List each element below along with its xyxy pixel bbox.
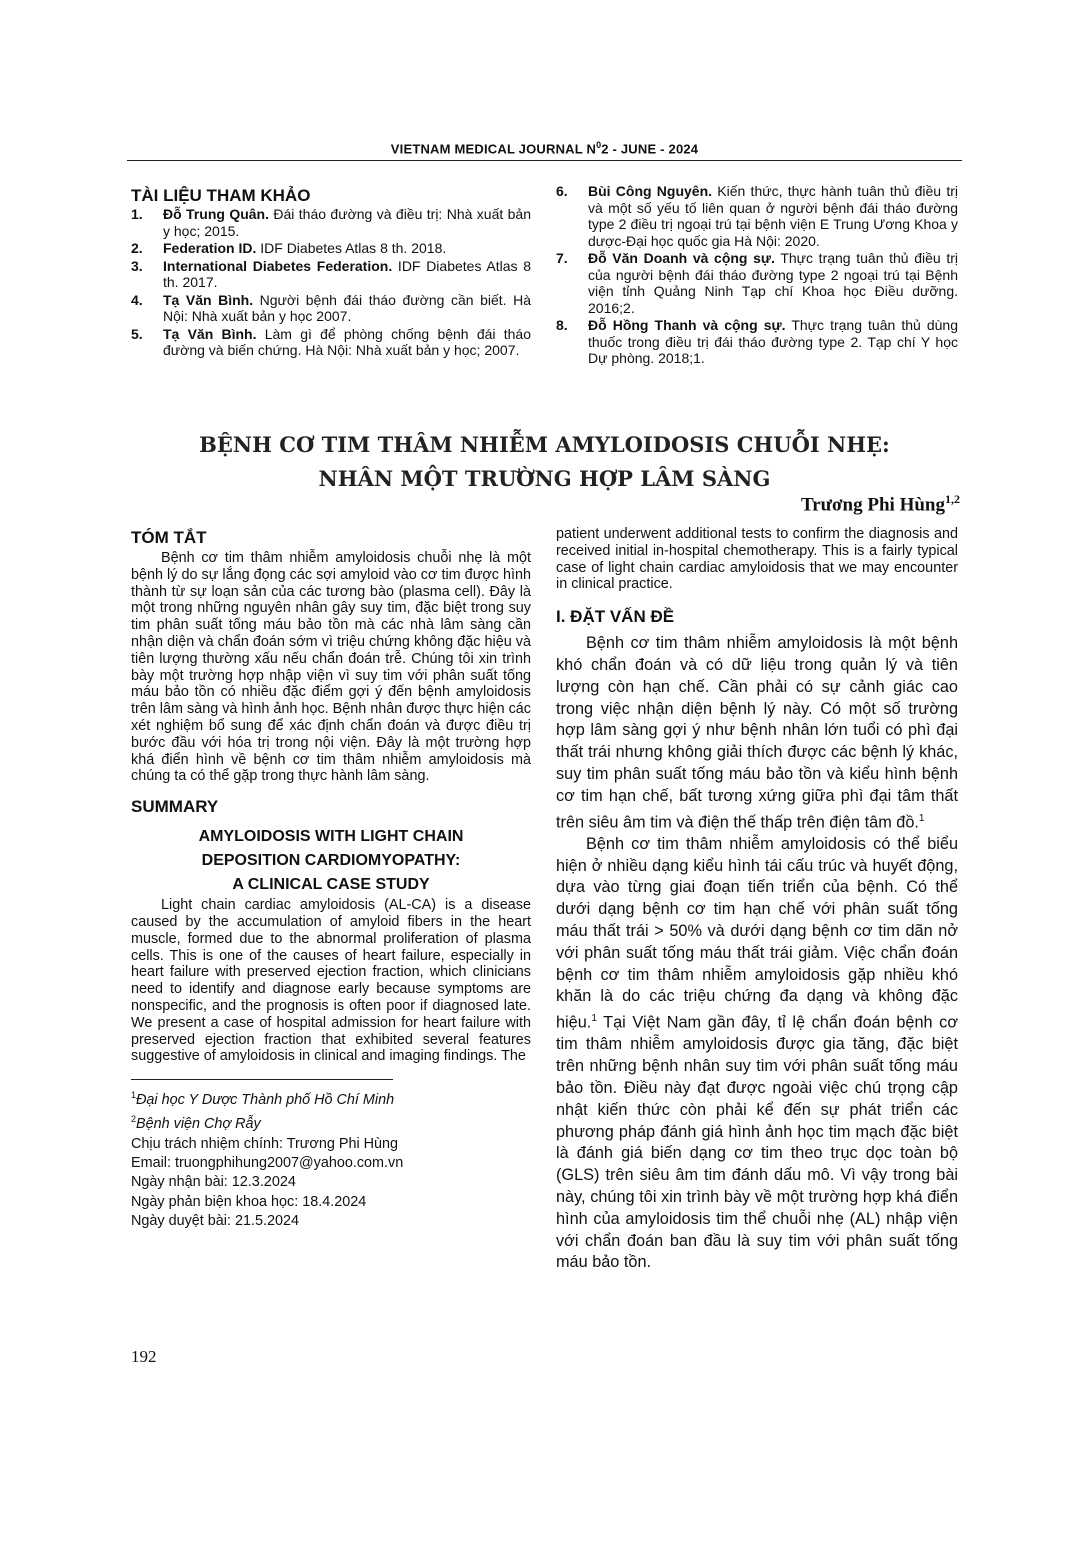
reference-text: IDF Diabetes Atlas 8 th. 2018.	[256, 240, 447, 256]
reference-number: 7.	[556, 250, 568, 266]
reference-number: 4.	[131, 291, 143, 308]
references-right	[556, 183, 958, 368]
summary-title-line-2: DEPOSITION CARDIOMYOPATHY:	[201, 852, 461, 870]
reference-number: 6.	[556, 183, 568, 199]
reference-list	[131, 206, 531, 359]
corresponding-author: Chịu trách nhiệm chính: Trương Phi Hùng	[131, 1135, 399, 1152]
reference-author: International Diabetes Federation.	[163, 257, 393, 274]
references-heading: TÀI LIỆU THAM KHẢO	[131, 186, 311, 205]
reference-text: IDF Diabetes Atlas 8 th. 2017.	[163, 257, 531, 290]
author-name: Trương Phi Hùng	[800, 494, 945, 516]
article-title	[127, 428, 962, 496]
journal-name: VIETNAM MEDICAL JOURNAL N	[390, 141, 597, 157]
article-title-line-2: NHÂN MỘT TRƯỜNG HỢP LÂM SÀNG	[318, 466, 771, 491]
reference-text: Làm gì để phòng chống bệnh đái tháo đường và biến chứng. Hà Nội: Nhà xuất bản y học; 2007.	[163, 325, 531, 358]
reference-text: Thực trạng tuân thủ dùng thuốc trong điều trị đái tháo đường type 2. Tạp chí Y học Dự phòng. 2018;1.	[588, 317, 958, 366]
reference-item	[556, 250, 958, 316]
reference-item	[131, 326, 531, 359]
reference-text: Đái tháo đường và điều trị: Nhà xuất bản y học; 2015.	[163, 206, 531, 239]
reference-number: 1.	[131, 206, 143, 222]
reference-number: 8.	[556, 317, 568, 333]
journal-header	[127, 140, 962, 161]
footnote-divider	[131, 1079, 393, 1080]
contact-email: Email: truongphihung2007@yahoo.com.vn	[131, 1154, 404, 1171]
reference-number: 5.	[131, 325, 143, 342]
summary-text: Light chain cardiac amyloidosis (AL-CA) is a disease caused by the accumulation of amyloid fibers in the heart muscle, formed due to the abnormal proliferation of plasma cells. This is one of the causes of heart failure, especially in heart failure with preserved ejection fraction, which clinicians need to identify and diagnose early because symptoms are nonspecific, and the prognosis is often poor if diagnosed late. We present a case of hospital admission for heart failure with preserved ejection fraction that exhibited several features suggestive of amyloidosis in clinical and imaging findings. The	[131, 897, 531, 1065]
summary-title-line-3: A CLINICAL CASE STUDY	[232, 876, 430, 894]
reference-item	[131, 240, 531, 257]
reference-number: 3.	[131, 257, 143, 274]
reference-author: Đỗ Hồng Thanh và cộng sự.	[588, 317, 786, 333]
summary-text-continued: patient underwent additional tests to confirm the diagnosis and received initial in-hospital chemotherapy. This is a fairly typical case of light chain cardiac amyloidosis that we may encounter in clinical practice.	[556, 526, 958, 593]
reference-item	[131, 258, 531, 291]
reference-text: Thực trạng tuân thủ điều trị của người bệnh đái tháo đường type 2 ngoại trú tại Bệnh viện tỉnh Quảng Ninh Tạp chí Khoa học Điều dưỡng. 2016;2.	[588, 250, 959, 316]
abstract-text: Bệnh cơ tim thâm nhiễm amyloidosis chuỗi nhẹ là một bệnh lý do sự lắng đọng các sợi amyloid vào cơ tim được hình thành từ sự loạn sản của các tương bào (plasma cell). Đây là một trong những nguyên nhân gây suy tim, đặc biệt trong suy tim phân suất tống máu bảo tồn mà các nhà lâm sàng cần nhận diện và chẩn đoán sớm vì triệu chứng không đặc hiệu và tiên lượng thường xấu nếu chẩn đoán trễ. Chúng tôi xin trình bày một trường hợp nhập viện vì suy tim với phân suất tống máu bảo tồn có nhiều đặc điểm gợi ý đến bệnh amyloidosis trên lâm sàng và hình ảnh học. Bệnh nhân được thực hiện các xét nghiệm bổ sung để xác định chẩn đoán và được điều trị bước đầu với hóa trị trong nội viện. Đây là một trường hợp khá điển hình về bệnh cơ tim thâm nhiễm amyloidosis mà chúng ta có thể gặp trong thực hành lâm sàng.	[131, 550, 531, 785]
affiliation-1: $^1$Đại học Y Dược Thành phố Hồ Chí Minh	[131, 1090, 395, 1108]
reference-item	[556, 183, 958, 249]
reference-author: Đỗ Văn Doanh và cộng sự.	[588, 250, 775, 266]
citation-marker: 1	[591, 1013, 597, 1025]
intro-column	[556, 526, 958, 1274]
date-reviewed: Ngày phản biện khoa học: 18.4.2024	[131, 1193, 367, 1210]
reference-item	[131, 292, 531, 325]
author-affiliation-marker: 1,2	[945, 492, 960, 506]
page-number: 192	[131, 1347, 157, 1366]
journal-issue: 2 - JUNE - 2024	[601, 141, 699, 157]
summary-title	[131, 825, 531, 897]
reference-author: Tạ Văn Bình.	[163, 325, 257, 342]
reference-author: Bùi Công Nguyên.	[588, 183, 713, 199]
footnote	[131, 1086, 531, 1231]
summary-title-line-1: AMYLOIDOSIS WITH LIGHT CHAIN	[198, 828, 464, 846]
introduction-heading: I. ĐẶT VẤN ĐỀ	[556, 607, 675, 627]
reference-number: 2.	[131, 240, 143, 256]
reference-author: Đỗ Trung Quân.	[163, 206, 269, 222]
abstract-column	[131, 528, 531, 1232]
references-left	[131, 186, 531, 360]
summary-heading: SUMMARY	[131, 797, 219, 817]
issue-superscript: 0	[596, 140, 602, 150]
reference-author: Tạ Văn Bình.	[163, 291, 254, 308]
affiliation-2: $^2$Bệnh viện Chợ Rẫy	[131, 1114, 261, 1133]
reference-text: Người bệnh đái tháo đường cần biết. Hà Nội: Nhà xuất bản y học 2007.	[163, 291, 531, 324]
article-author	[801, 492, 960, 516]
abstract-heading: TÓM TẮT	[131, 528, 207, 547]
introduction-paragraph-1: Bệnh cơ tim thâm nhiễm amyloidosis là một bệnh khó chẩn đoán và có dữ liệu trong quản lý và tiên lượng còn hạn chế. Cần phải có sự cảnh giác cao trong việc nhận diện bệnh lý này. Có một số trường hợp lâm sàng gợi ý như bệnh nhân lớn tuổi có phì đại thất trái nhưng không giải thích được các bệnh lý khác, suy tim phân suất tống máu bảo tồn và kiểu hình bệnh cơ tim hạn chế, bất tương xứng giữa phì đại tâm thất trên siêu âm tim và điện thế thấp trên điện tâm đồ.$^1$	[556, 634, 958, 831]
citation-marker: 1	[918, 812, 925, 824]
reference-text: Kiến thức, thực hành tuân thủ điều trị và một số yếu tố liên quan ở người bệnh đái tháo đường type 2 điều trị ngoại trú tại bệnh viện E Trung Ương Khoa y dược-Đại học quốc gia Hà Nội: 2020.	[588, 183, 959, 249]
reference-item	[131, 206, 531, 239]
reference-item	[556, 317, 958, 367]
introduction-paragraph-2: Bệnh cơ tim thâm nhiễm amyloidosis có thể biểu hiện ở nhiều dạng kiểu hình tái cấu trúc và huyết động, dựa vào từng giai đoạn tiến triển của bệnh. Có thể dưới dạng bệnh cơ tim hạn chế với phân suất tống máu thất trái > 50% và dưới dạng bệnh cơ tim dãn nở với phân suất tống máu thất trái giảm. Việc chẩn đoán bệnh cơ tim thâm nhiễm amyloidosis gặp nhiều khó khăn là do các triệu chứng đa dạng và không đặc hiệu.$^1$ Tại Việt Nam gần đây, tỉ lệ chẩn đoán bệnh cơ tim thâm nhiễm amyloidosis được gia tăng, đặc biệt trên những bệnh nhân suy tim với phân suất tống máu bảo tồn. Điều này đạt được ngoài việc chú trọng cập nhật kiến thức còn phải kể đến sự phát triển các phương pháp đánh giá hình ảnh học tim mạch đặc biệt là đánh giá biến dạng cơ tim theo trục dọc toàn bộ (GLS) trên siêu âm tim đánh dấu mô. Vì vậy trong bài này, chúng tôi xin trình bày về một trường hợp khá điển hình của amyloidosis tim thể chuỗi nhẹ (AL) nhập viện với chẩn đoán ban đầu là suy tim với phân suất tống máu bảo tồn.	[556, 834, 958, 1272]
date-received: Ngày nhận bài: 12.3.2024	[131, 1174, 296, 1191]
article-title-line-1: BỆNH CƠ TIM THÂM NHIỄM AMYLOIDOSIS CHUỖI NHẸ:	[199, 432, 890, 457]
reference-author: Federation ID.	[163, 240, 257, 256]
date-accepted: Ngày duyệt bài: 21.5.2024	[131, 1213, 300, 1230]
